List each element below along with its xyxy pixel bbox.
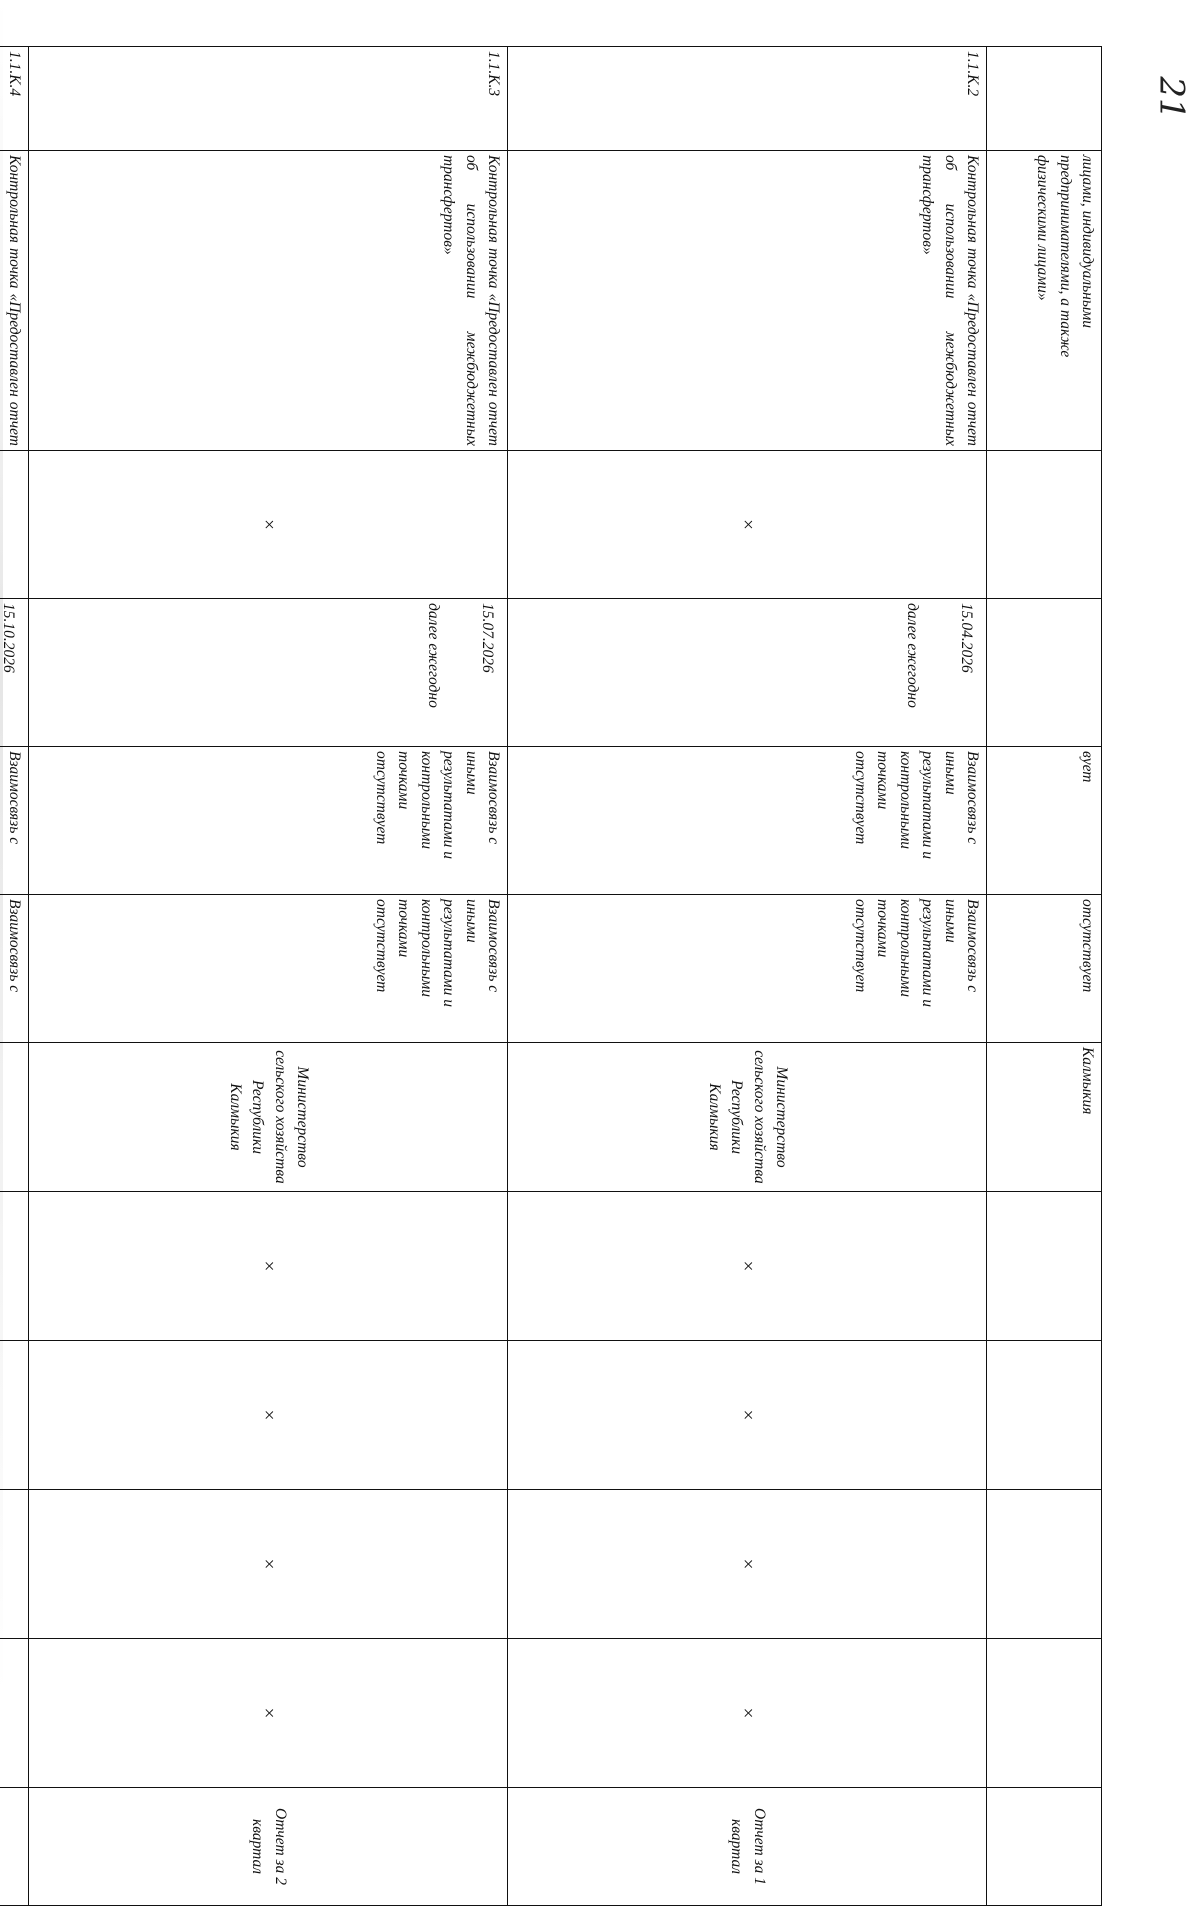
cell-responsible-continuation: Калмыкия (987, 1043, 1102, 1192)
cell-interlink-prev: Взаимосвязь с иными результатами и контрольными точками отсутствует (508, 895, 987, 1043)
cell-empty (987, 1490, 1102, 1639)
cell-mark-d: × (29, 1490, 508, 1639)
cell-mark-a: × (508, 451, 987, 599)
periodicity: далее ежегодно (903, 603, 921, 708)
deadline-date: 15.07.2026 (479, 603, 497, 673)
cell-empty (987, 451, 1102, 599)
cell-mark-b (0, 1192, 29, 1341)
cell-code: 1.1.К.2 (508, 47, 987, 151)
cell-interlink-prev-continuation: отсутствует (987, 895, 1102, 1043)
deadline-date: 15.04.2026 (958, 603, 975, 673)
cell-interlink-prev: Взаимосвязь с (0, 895, 29, 1043)
cell-empty (987, 1788, 1102, 1906)
table-row (0, 47, 29, 1906)
cell-code-empty (987, 47, 1102, 151)
cell-mark-c: × (508, 1341, 987, 1490)
cell-responsible (0, 1043, 29, 1192)
cell-mark-a (0, 451, 29, 599)
cell-responsible: Министерство сельского хозяйства Республики Калмыкия (29, 1043, 508, 1192)
cell-description: Контрольная точка «Предоставлен отчет об использовании межбюджетных трансфертов» (508, 151, 987, 451)
cell-empty (987, 1341, 1102, 1490)
cell-document: Отчет за 1 квартал (508, 1788, 987, 1906)
cell-interlink-prev: Взаимосвязь с иными результатами и контрольными точками отсутствует (29, 895, 508, 1043)
table-body (0, 47, 1102, 1906)
cell-mark-d: × (508, 1490, 987, 1639)
cell-mark-e: × (508, 1639, 987, 1788)
page-number: 21 (1151, 76, 1192, 120)
cell-responsible: Министерство сельского хозяйства Республики Калмыкия (508, 1043, 987, 1192)
cell-mark-b: × (508, 1192, 987, 1341)
cell-mark-e (0, 1639, 29, 1788)
table-row (29, 47, 508, 1906)
cell-interlink-next: Взаимосвязь с (0, 747, 29, 895)
cell-interlink-next: Взаимосвязь с иными результатами и контрольными точками отсутствует (508, 747, 987, 895)
cell-empty (987, 599, 1102, 747)
cell-description: Контрольная точка «Предоставлен отчет (0, 151, 29, 451)
cell-mark-c (0, 1341, 29, 1490)
cell-interlink-next-continuation: вует (987, 747, 1102, 895)
cell-deadline (0, 599, 29, 747)
cell-description: Контрольная точка «Предоставлен отчет об использовании межбюджетных трансфертов» (29, 151, 508, 451)
cell-mark-a: × (29, 451, 508, 599)
cell-deadline (508, 599, 987, 747)
continuation-row (987, 47, 1102, 1906)
deadline-date: 15.10.2026 (0, 603, 18, 673)
cell-empty (987, 1639, 1102, 1788)
cell-document (0, 1788, 29, 1906)
cell-code: 1.1.К.3 (29, 47, 508, 151)
cell-mark-d (0, 1490, 29, 1639)
cell-interlink-next: Взаимосвязь с иными результатами и контрольными точками отсутствует (29, 747, 508, 895)
control-points-table (0, 46, 1102, 1906)
cell-mark-e: × (29, 1639, 508, 1788)
cell-mark-c: × (29, 1341, 508, 1490)
cell-document: Отчет за 2 квартал (29, 1788, 508, 1906)
periodicity: далее ежегодно (424, 603, 442, 708)
cell-code: 1.1.К.4 (0, 47, 29, 151)
cell-description-continuation: лицами, индивидуальными предпринимателями, а также физическими лицами» (987, 151, 1102, 451)
table-row (508, 47, 987, 1906)
cell-empty (987, 1192, 1102, 1341)
cell-mark-b: × (29, 1192, 508, 1341)
cell-deadline (29, 599, 508, 747)
rotated-table-wrapper (0, 46, 1102, 1885)
